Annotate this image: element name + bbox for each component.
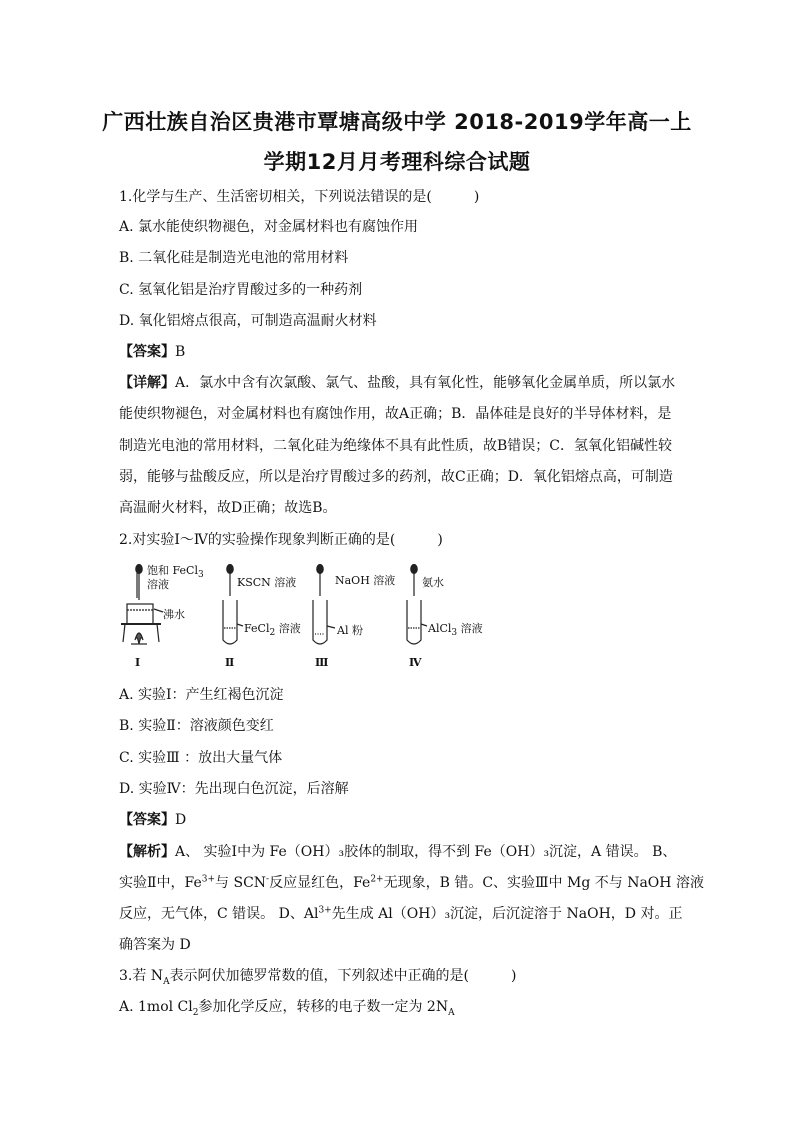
q1-explain-line-4: 弱，能够与盐酸反应，所以是治疗胃酸过多的药剂，故C正确；D．氧化铝熔点高，可制造 [119, 469, 673, 485]
exp2-reagent-label: KSCN 溶液 [237, 576, 297, 589]
exp4-content-label: AlCl$_3$ 溶液 [428, 622, 483, 639]
page-title-line-1: 广西壮族自治区贵港市覃塘高级中学 2018-2019学年高一上 [102, 110, 692, 134]
q3-stem: 3.若 $N_A$表示阿伏加德罗常数的值，下列叙述中正确的是( ) [119, 968, 517, 987]
q1-answer [119, 343, 679, 361]
q2-option-d: D. 实验Ⅳ：先出现白色沉淀，后溶解 [119, 781, 349, 797]
q2-stem: 2.对实验Ⅰ～Ⅳ的实验操作现象判断正确的是( ) [119, 532, 443, 548]
q1-option-b: B. 二氧化硅是制造光电池的常用材料 [119, 250, 349, 266]
exp1-reagent-label-2: 溶液 [147, 578, 169, 591]
q1-explain-label: 【详解】 [119, 375, 175, 391]
q2-explain-line-4: 确答案为 D [119, 937, 191, 953]
q2-option-a: A. 实验Ⅰ：产生红褐色沉淀 [119, 687, 284, 703]
q3-option-a: A. 1mol $Cl_2$参加化学反应，转移的电子数一定为 $2N_A$ [119, 999, 455, 1018]
exp2-content-label: FeCl$_2$ 溶液 [244, 622, 301, 639]
exp1-reagent-label: 饱和 FeCl$_3$ [147, 564, 204, 581]
q1-option-c: C. 氢氧化铝是治疗胃酸过多的一种药剂 [119, 282, 363, 298]
exp4-roman-label: Ⅳ [409, 656, 422, 669]
page-title-line-2: 学期12月月考理科综合试题 [263, 150, 531, 174]
exp2-roman-label: Ⅱ [225, 656, 235, 669]
q1-explain-line-1 [119, 374, 679, 392]
q1-answer-value: B [175, 344, 186, 360]
q2-explain-label: 【解析】 [119, 844, 175, 860]
q2-explain-line-3: 反应，无气体，C 错误。 D、$Al^{3+}$先生成 Al（OH）₃沉淀，后沉淀溶于 NaOH，D 对。正 [119, 905, 683, 922]
q2-answer [119, 811, 679, 829]
exp1-roman-label: Ⅰ [135, 656, 141, 669]
q2-experiment-figure [119, 560, 489, 670]
q1-option-a: A. 氯水能使织物褪色，对金属材料也有腐蚀作用 [119, 219, 419, 235]
q1-explain-line-5: 高温耐火材料，故D正确；故选B。 [119, 500, 337, 516]
q2-explain-line-2: 实验Ⅱ中，$Fe^{3+}$与 SCN-反应显红色，$Fe^{2+}$无现象，B 错。C、实验Ⅲ中 Mg 不与 NaOH 溶液 [119, 874, 704, 891]
q2-option-c: C. 实验Ⅲ ：放出大量气体 [119, 750, 283, 766]
q1-option-d: D. 氧化铝熔点很高，可制造高温耐火材料 [119, 313, 377, 329]
q1-stem: 1.化学与生产、生活密切相关，下列说法错误的是( ) [119, 189, 480, 205]
exp3-roman-label: Ⅲ [315, 656, 329, 669]
q1-answer-label: 【答案】 [119, 344, 175, 360]
q2-option-b: B. 实验Ⅱ：溶液颜色变红 [119, 718, 274, 734]
q2-answer-value: D [175, 812, 187, 828]
q1-explain-line-2: 能使织物褪色，对金属材料也有腐蚀作用，故A正确；B．晶体硅是良好的半导体材料，是 [119, 406, 672, 422]
exp3-reagent-label: NaOH 溶液 [335, 574, 396, 587]
exp3-apparatus [313, 565, 335, 645]
q2-explain-text-1: A、 实验Ⅰ中为 Fe（OH）₃胶体的制取，得不到 Fe（OH）₃沉淀，A 错误。 B、 [175, 844, 677, 860]
exp1-boil-label: 沸水 [163, 608, 185, 621]
q2-explain-line-1 [119, 843, 679, 861]
exp3-content-label: Al 粉 [337, 624, 363, 637]
q1-explain-line-3: 制造光电池的常用材料，二氧化硅为绝缘体不具有此性质，故B错误；C．氢氧化铝碱性较 [119, 438, 672, 454]
q1-explain-text-1: A．氯水中含有次氯酸、氯气、盐酸，具有氧化性，能够氧化金属单质，所以氯水 [175, 375, 676, 391]
q2-answer-label: 【答案】 [119, 812, 175, 828]
exp4-reagent-label: 氨水 [422, 576, 444, 589]
